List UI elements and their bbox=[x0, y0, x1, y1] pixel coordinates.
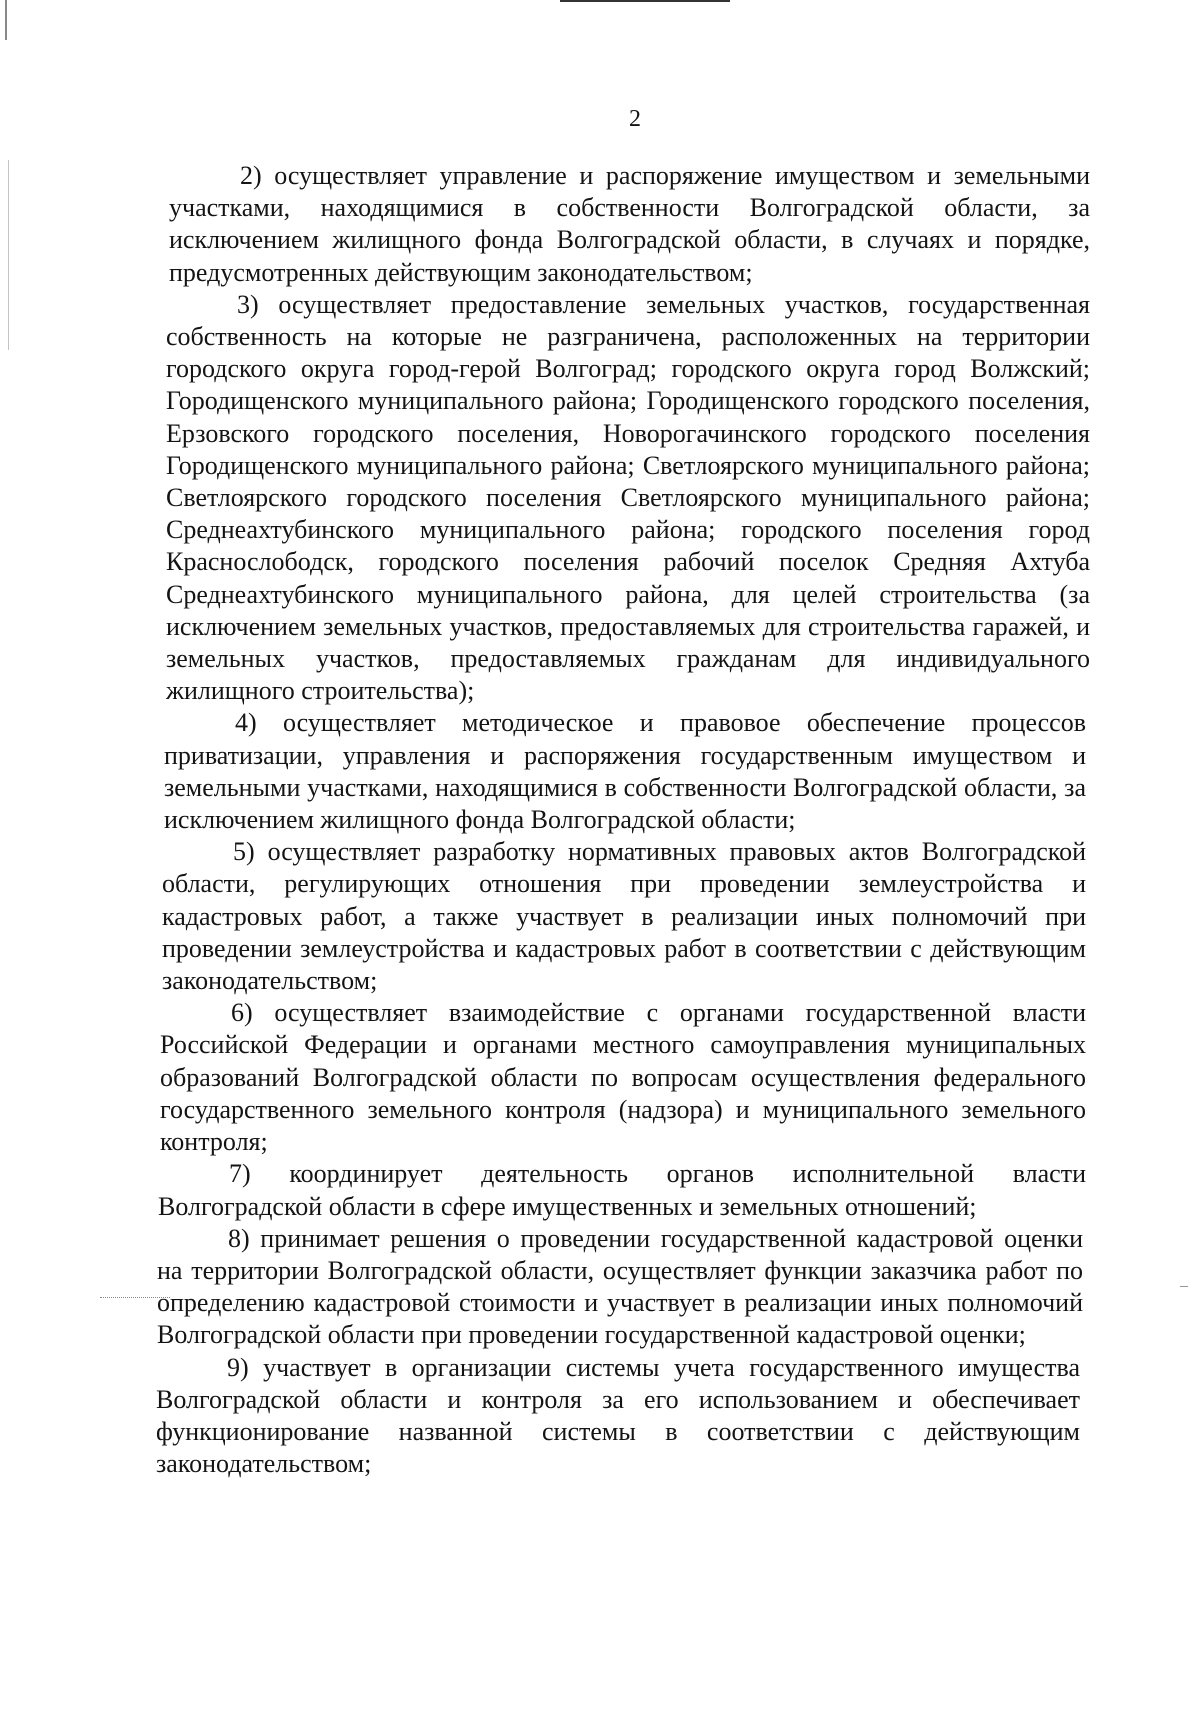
paragraph-item-8: 8) принимает решения о проведении государственной кадастровой оценки на территории Волгоградской области, осуществляет функции заказчика работ по определению кадастровой стоимости и участвует в реализации иных полномочий Волгоградской области при проведении государственной кадастровой оценки; bbox=[157, 1223, 1083, 1350]
paragraph-item-4: 4) осуществляет методическое и правовое обеспечение процессов приватизации, управления и распоряжения государственным имуществом и земельными участками, находящимися в собственности Волгоградской области, за исключением жилищного фонда Волгоградской области; bbox=[164, 708, 1086, 835]
scan-edge-mark bbox=[560, 0, 730, 2]
document-body bbox=[0, 160, 1200, 1480]
scan-edge-mark bbox=[5, 0, 7, 40]
paragraph-item-3: 3) осуществляет предоставление земельных участков, государственная собственность на которые не разграничена, расположенных на территории городского округа город-герой Волгоград; городского округа город Волжский; Городищенского муниципального района; Городищенского городского поселения, Ерзовского городского поселения, Новорогачинского городского поселения Городищенского муниципального района; Светлоярского муниципального района; Светлоярского городского поселения Светлоярского муниципального района; Среднеахтубинского муниципального района; городского поселения город Краснослободск, городского поселения рабочий поселок Средняя Ахтуба Среднеахтубинского муниципального района, для целей строительства (за исключением земельных участков, предоставляемых для строительства гаражей, и земельных участков, предоставляемых гражданам для индивидуального жилищного строительства); bbox=[166, 289, 1090, 706]
scan-artifact bbox=[1180, 1286, 1188, 1287]
paragraph-item-7: 7) координирует деятельность органов исполнительной власти Волгоградской области в сфере имущественных и земельных отношений; bbox=[158, 1159, 1086, 1221]
paragraph-item-6: 6) осуществляет взаимодействие с органами государственной власти Российской Федерации и органами местного самоуправления муниципальных образований Волгоградской области по вопросам осуществления федерального государственного земельного контроля (надзора) и муниципального земельного контроля; bbox=[160, 998, 1086, 1157]
page-number: 2 bbox=[629, 106, 641, 132]
paragraph-item-5: 5) осуществляет разработку нормативных правовых актов Волгоградской области, регулирующих отношения при проведении землеустройства и кадастровых работ, а также участвует в реализации иных полномочий при проведении землеустройства и кадастровых работ в соответствии с действующим законодательством; bbox=[162, 837, 1086, 996]
paragraph-item-9: 9) участвует в организации системы учета государственного имущества Волгоградской области и контроля за его использованием и обеспечивает функционирование названной системы в соответствии с действующим законодательством; bbox=[156, 1352, 1080, 1479]
paragraph-item-2: 2) осуществляет управление и распоряжение имуществом и земельными участками, находящимися в собственности Волгоградской области, за исключением жилищного фонда Волгоградской области, в случаях и порядке, предусмотренных действующим законодательством; bbox=[169, 161, 1090, 287]
scan-artifact bbox=[100, 1297, 170, 1298]
